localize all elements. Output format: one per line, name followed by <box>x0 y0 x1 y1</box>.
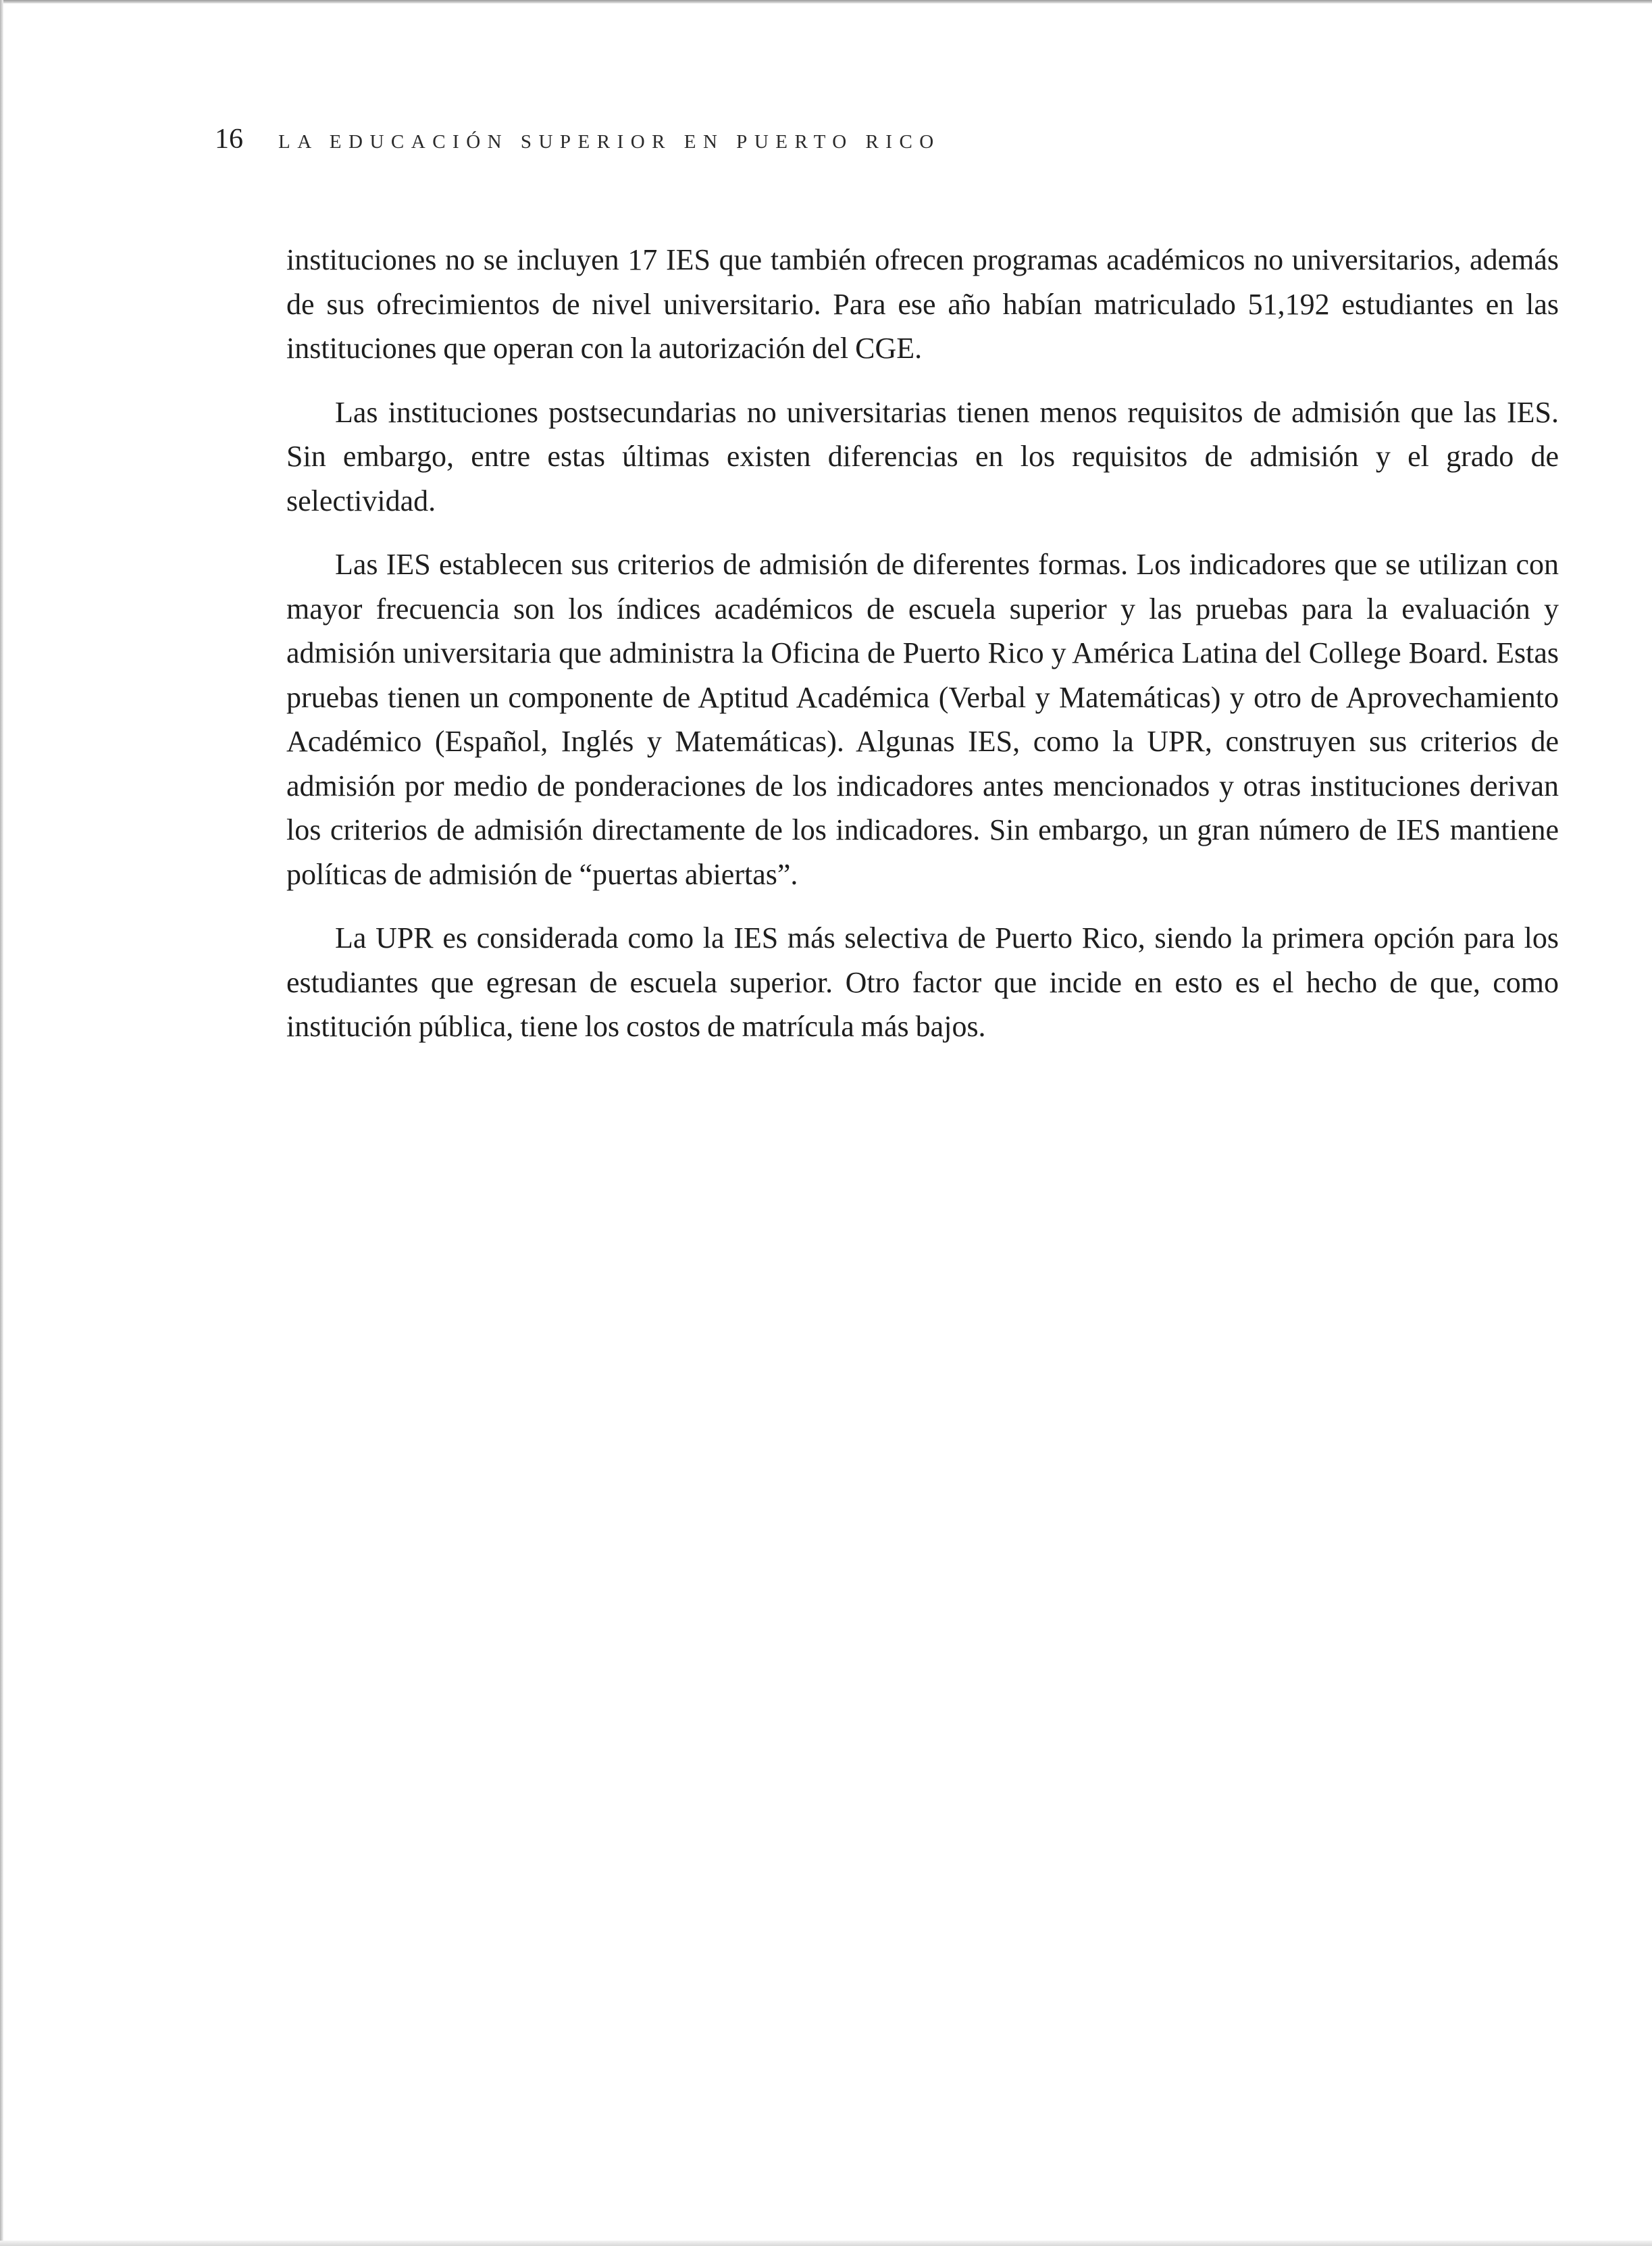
page-number: 16 <box>215 124 243 155</box>
paragraph-continued: instituciones no se incluyen 17 IES que también ofrecen programas académicos no universitarios, además de sus ofrecimientos de nivel universitario. Para ese año habían matriculado 51,192 estudiantes en las instituciones que operan con la autorización del CGE. <box>286 243 1559 365</box>
paragraph-upr-selectivity: La UPR es considerada como la IES más selectiva de Puerto Rico, siendo la primera opción para los estudiantes que egresan de escuela superior. Otro factor que incide en esto es el hecho de que, como institución pública, tiene los costos de matrícula más bajos. <box>286 921 1559 1043</box>
body-text <box>286 238 1559 1069</box>
running-title: LA EDUCACIÓN SUPERIOR EN PUERTO RICO <box>278 131 941 153</box>
paragraph-admission-requirements: Las instituciones postsecundarias no universitarias tienen menos requisitos de admisión que las IES. Sin embargo, entre estas últimas existen diferencias en los requisitos de admisión y el grado de selectividad. <box>286 395 1559 517</box>
scan-edge-left <box>0 0 3 2246</box>
paragraph-admission-criteria: Las IES establecen sus criterios de admisión de diferentes formas. Los indicadores que se utilizan con mayor frecuencia son los índices académicos de escuela superior y las pruebas para la evaluación y admisión universitaria que administra la Oficina de Puerto Rico y América Latina del College Board. Estas pruebas tienen un componente de Aptitud Académica (Verbal y Matemáticas) y otro de Aprovechamiento Académico (Español, Inglés y Matemáticas). Algunas IES, como la UPR, construyen sus criterios de admisión por medio de ponderaciones de los indicadores antes mencionados y otras instituciones derivan los criterios de admisión directamente de los indicadores. Sin embargo, un gran número de IES mantiene políticas de admisión de “puertas abiertas”. <box>286 548 1559 891</box>
scan-edge-top <box>0 0 1652 3</box>
scan-edge-bottom <box>0 2241 1652 2246</box>
running-head <box>215 123 941 163</box>
